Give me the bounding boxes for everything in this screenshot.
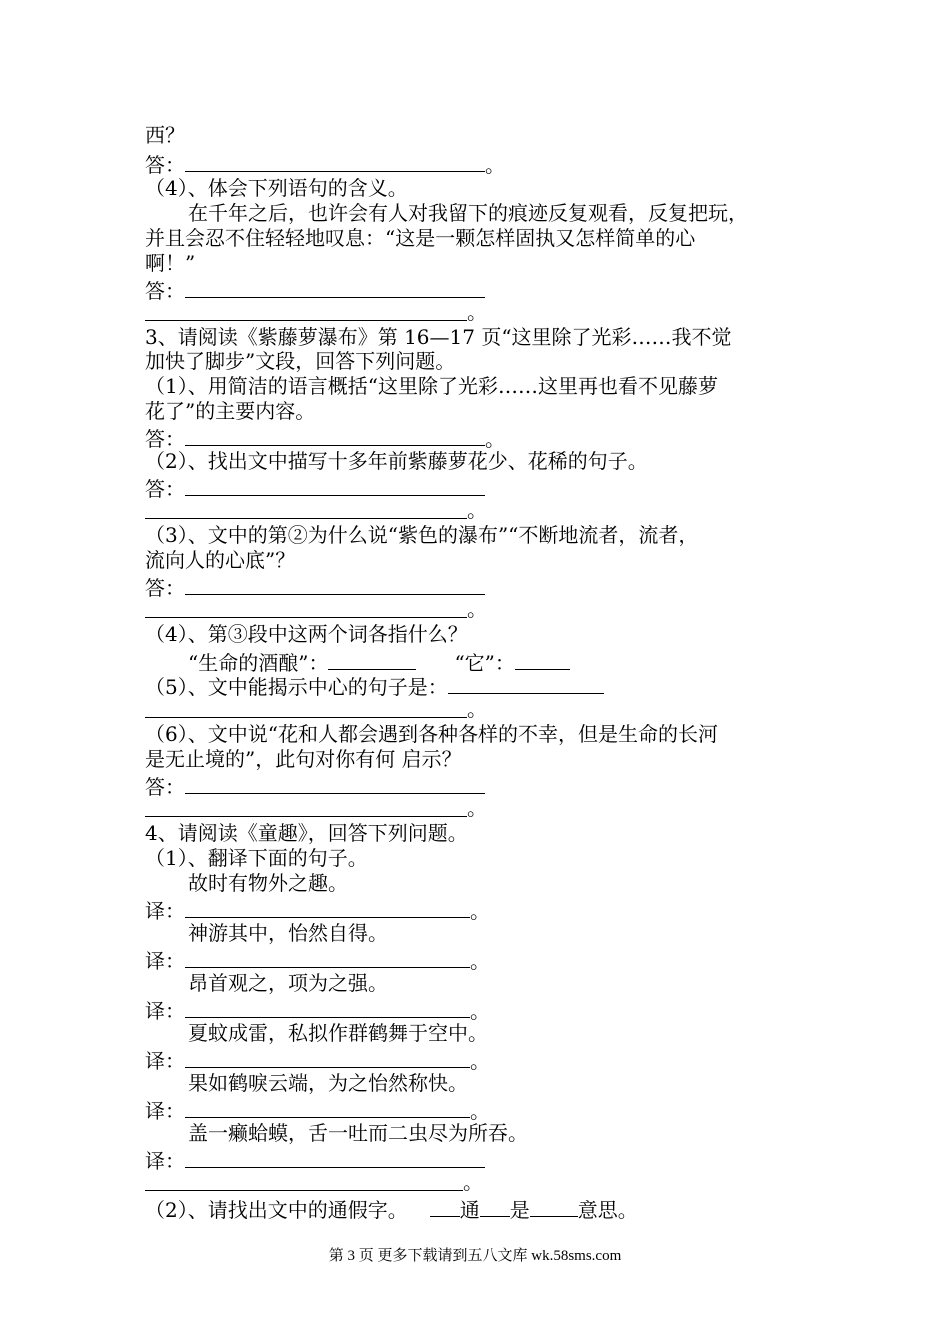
answer-line: 答： (145, 276, 485, 304)
answer-rule (145, 816, 467, 817)
translation-line: 译： 。 (145, 1096, 490, 1124)
question-3-2: （2）、找出文中描写十多年前紫藤萝花少、花稀的句子。 (145, 449, 648, 473)
question-3-1: （1）、用简洁的语言概括“这里除了光彩……这里再也看不见藤萝 (145, 374, 718, 398)
quote-line: 并且会忍不住轻轻地叹息：“这是一颗怎样固执又怎样简单的心 (145, 226, 696, 250)
question-3-5: （5）、文中能揭示中心的句子是： (145, 672, 604, 700)
period: 。 (467, 796, 487, 820)
sentence: 夏蚊成雷，私拟作群鹤舞于空中。 (188, 1021, 488, 1045)
question-3-title: 加快了脚步”文段，回答下列问题。 (145, 349, 456, 373)
translation-line: 译： 。 (145, 996, 490, 1024)
answer-rule (145, 717, 467, 718)
answer-rule (145, 320, 467, 321)
period: 。 (467, 498, 487, 522)
question-3-1: 花了”的主要内容。 (145, 399, 316, 423)
sentence: 盖一癞蛤蟆，舌一吐而二虫尽为所吞。 (188, 1121, 528, 1145)
question-3-6: （6）、文中说“花和人都会遇到各种各样的不幸，但是生命的长河 (145, 722, 718, 746)
sentence: 故时有物外之趣。 (188, 871, 348, 895)
answer-line: 答： (145, 474, 485, 502)
answer-line: 答： (145, 772, 485, 800)
question-4-2: （2）、请找出文中的通假字。 通 是 意思。 (145, 1195, 638, 1223)
quote-line: 啊！” (145, 251, 196, 275)
answer-rule (145, 1190, 463, 1191)
answer-line: 答： 。 (145, 150, 505, 178)
translation-line: 译： 。 (145, 946, 490, 974)
question-3-3: 流向人的心底”？ (145, 548, 296, 572)
translation-line: 译： (145, 1146, 485, 1174)
sentence: 果如鹤唳云端，为之怡然称快。 (188, 1071, 468, 1095)
period: 。 (467, 300, 487, 324)
answer-rule (145, 518, 467, 519)
sentence: 昂首观之，项为之强。 (188, 971, 388, 995)
question-2-4: （4）、体会下列语句的含义。 (145, 176, 408, 200)
translation-line: 译： 。 (145, 1046, 490, 1074)
text-fragment: 西？ (145, 123, 185, 147)
quote-line: 在千年之后，也许会有人对我留下的痕迹反复观看，反复把玩， (188, 201, 748, 225)
question-3-title: 3、请阅读《紫藤萝瀑布》第 16—17 页“这里除了光彩……我不觉 (145, 325, 732, 349)
period: 。 (467, 597, 487, 621)
question-3-4: （4）、第③段中这两个词各指什么？ (145, 622, 468, 646)
question-4-title: 4、请阅读《童趣》，回答下列问题。 (145, 821, 468, 845)
page-footer: 第 3 页 更多下载请到五八文库 wk.58sms.com (328, 1248, 622, 1264)
term-blanks: “生命的酒酿”： “它”： (188, 648, 570, 676)
question-4-1: （1）、翻译下面的句子。 (145, 846, 368, 870)
period: 。 (463, 1170, 483, 1194)
period: 。 (467, 697, 487, 721)
question-3-6: 是无止境的”，此句对你有何 启示？ (145, 747, 462, 771)
question-3-3: （3）、文中的第②为什么说“紫色的瀑布”“不断地流者，流者， (145, 523, 699, 547)
answer-rule (145, 617, 467, 618)
translation-line: 译： 。 (145, 896, 490, 924)
sentence: 神游其中，怡然自得。 (188, 921, 388, 945)
answer-line: 答： 。 (145, 424, 505, 452)
answer-line: 答： (145, 573, 485, 601)
